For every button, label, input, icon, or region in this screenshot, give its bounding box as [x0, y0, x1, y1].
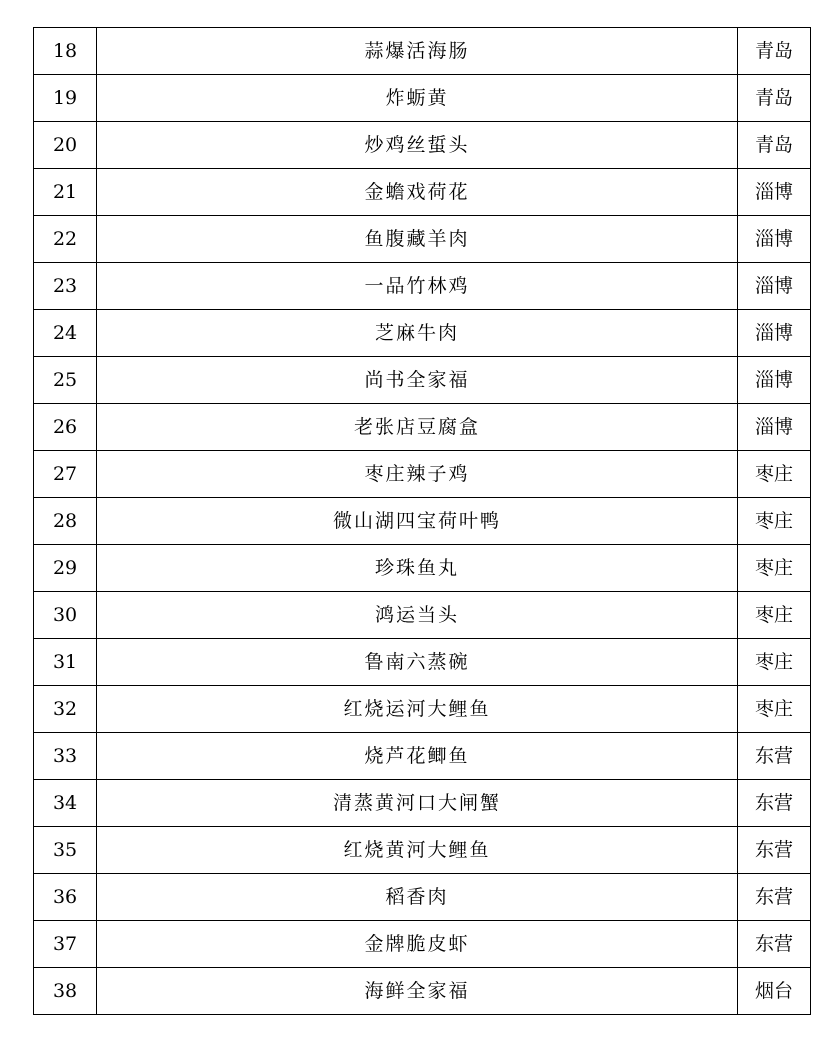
- table-row: [34, 498, 811, 545]
- city-cell: 东营: [737, 874, 810, 921]
- city-cell: 枣庄: [737, 451, 810, 498]
- dish-table: [33, 27, 811, 1015]
- dish-name-cell: 鱼腹藏羊肉: [97, 216, 738, 263]
- table-row: [34, 639, 811, 686]
- city-cell: 东营: [737, 827, 810, 874]
- dish-name-cell: 鸿运当头: [97, 592, 738, 639]
- row-number-cell: 34: [34, 780, 97, 827]
- table-row: [34, 310, 811, 357]
- city-cell: 枣庄: [737, 592, 810, 639]
- dish-name-cell: 炸蛎黄: [97, 75, 738, 122]
- city-cell: 淄博: [737, 169, 810, 216]
- row-number-cell: 23: [34, 263, 97, 310]
- table-row: [34, 357, 811, 404]
- table-row: [34, 122, 811, 169]
- dish-name-cell: 老张店豆腐盒: [97, 404, 738, 451]
- dish-name-cell: 微山湖四宝荷叶鸭: [97, 498, 738, 545]
- dish-name-cell: 蒜爆活海肠: [97, 28, 738, 75]
- row-number-cell: 27: [34, 451, 97, 498]
- row-number-cell: 35: [34, 827, 97, 874]
- city-cell: 淄博: [737, 216, 810, 263]
- city-cell: 淄博: [737, 357, 810, 404]
- city-cell: 淄博: [737, 404, 810, 451]
- dish-name-cell: 鲁南六蒸碗: [97, 639, 738, 686]
- dish-name-cell: 炒鸡丝蜇头: [97, 122, 738, 169]
- dish-name-cell: 清蒸黄河口大闸蟹: [97, 780, 738, 827]
- table-row: [34, 545, 811, 592]
- row-number-cell: 24: [34, 310, 97, 357]
- dish-name-cell: 珍珠鱼丸: [97, 545, 738, 592]
- table-row: [34, 75, 811, 122]
- city-cell: 青岛: [737, 75, 810, 122]
- dish-name-cell: 红烧黄河大鲤鱼: [97, 827, 738, 874]
- dish-name-cell: 金牌脆皮虾: [97, 921, 738, 968]
- city-cell: 枣庄: [737, 545, 810, 592]
- dish-name-cell: 芝麻牛肉: [97, 310, 738, 357]
- row-number-cell: 21: [34, 169, 97, 216]
- dish-name-cell: 烧芦花鲫鱼: [97, 733, 738, 780]
- row-number-cell: 36: [34, 874, 97, 921]
- dish-name-cell: 红烧运河大鲤鱼: [97, 686, 738, 733]
- row-number-cell: 19: [34, 75, 97, 122]
- city-cell: 枣庄: [737, 498, 810, 545]
- city-cell: 青岛: [737, 28, 810, 75]
- table-row: [34, 780, 811, 827]
- table-row: [34, 404, 811, 451]
- table-row: [34, 686, 811, 733]
- city-cell: 枣庄: [737, 639, 810, 686]
- table-row: [34, 921, 811, 968]
- table-body: [34, 28, 811, 1015]
- row-number-cell: 28: [34, 498, 97, 545]
- row-number-cell: 31: [34, 639, 97, 686]
- city-cell: 淄博: [737, 310, 810, 357]
- dish-name-cell: 金蟾戏荷花: [97, 169, 738, 216]
- city-cell: 东营: [737, 921, 810, 968]
- table-row: [34, 592, 811, 639]
- city-cell: 枣庄: [737, 686, 810, 733]
- city-cell: 青岛: [737, 122, 810, 169]
- table-row: [34, 451, 811, 498]
- row-number-cell: 38: [34, 968, 97, 1015]
- row-number-cell: 26: [34, 404, 97, 451]
- dish-name-cell: 枣庄辣子鸡: [97, 451, 738, 498]
- dish-name-cell: 一品竹林鸡: [97, 263, 738, 310]
- table-row: [34, 968, 811, 1015]
- table-row: [34, 169, 811, 216]
- table-row: [34, 263, 811, 310]
- dish-name-cell: 稻香肉: [97, 874, 738, 921]
- table-row: [34, 28, 811, 75]
- city-cell: 淄博: [737, 263, 810, 310]
- dish-name-cell: 海鲜全家福: [97, 968, 738, 1015]
- row-number-cell: 29: [34, 545, 97, 592]
- dish-name-cell: 尚书全家福: [97, 357, 738, 404]
- table-row: [34, 827, 811, 874]
- row-number-cell: 32: [34, 686, 97, 733]
- row-number-cell: 22: [34, 216, 97, 263]
- row-number-cell: 30: [34, 592, 97, 639]
- table-row: [34, 874, 811, 921]
- row-number-cell: 20: [34, 122, 97, 169]
- row-number-cell: 33: [34, 733, 97, 780]
- city-cell: 烟台: [737, 968, 810, 1015]
- row-number-cell: 25: [34, 357, 97, 404]
- row-number-cell: 37: [34, 921, 97, 968]
- city-cell: 东营: [737, 733, 810, 780]
- row-number-cell: 18: [34, 28, 97, 75]
- table-row: [34, 733, 811, 780]
- table-row: [34, 216, 811, 263]
- city-cell: 东营: [737, 780, 810, 827]
